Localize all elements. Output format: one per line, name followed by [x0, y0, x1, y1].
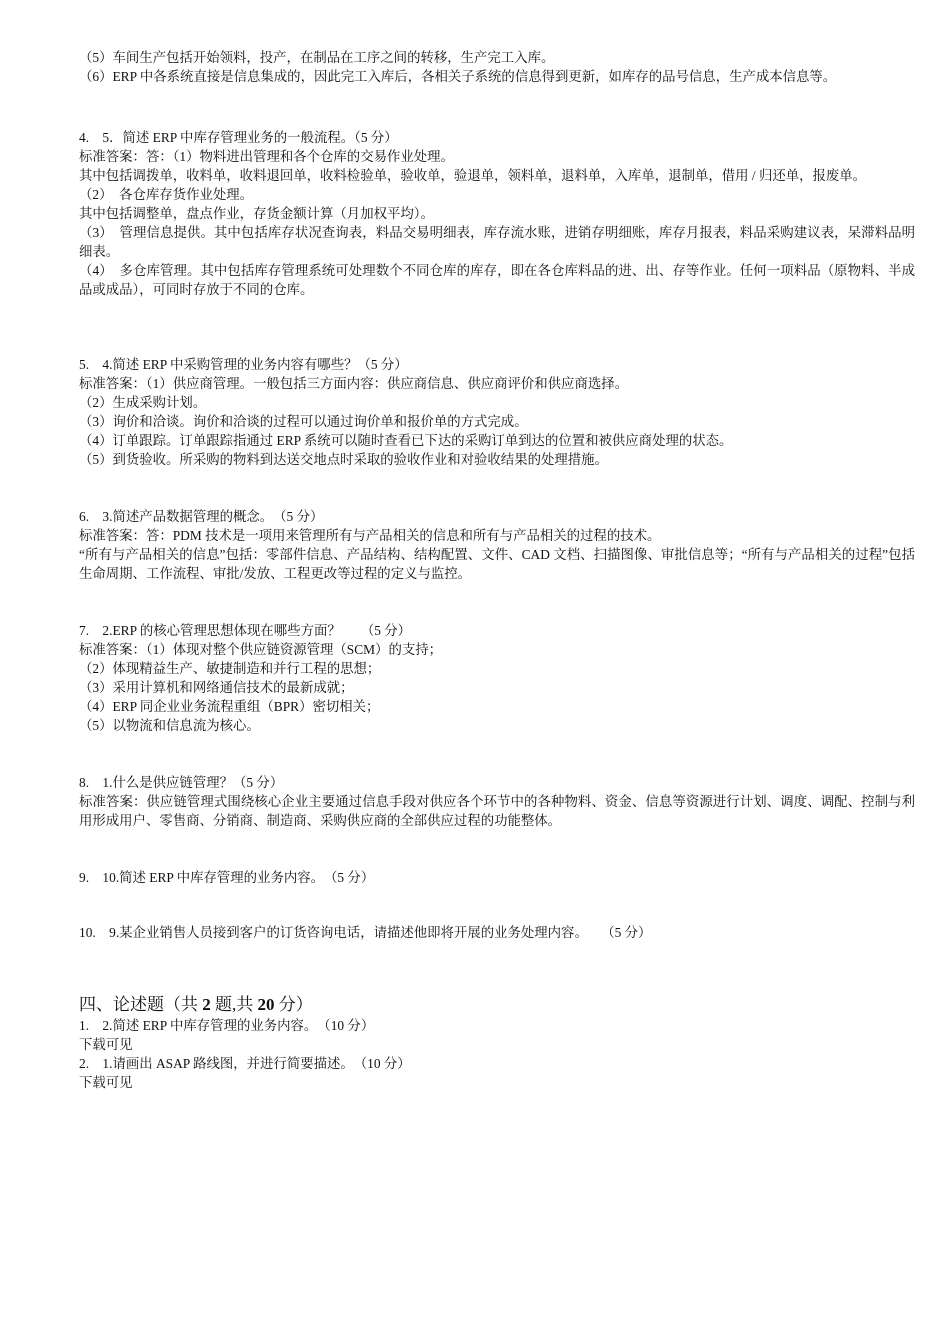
paragraph: （5）车间生产包括开始领料，投产，在制品在工序之间的转移，生产完工入库。: [79, 50, 555, 65]
download-note: 下载可见: [79, 1037, 133, 1052]
question-title: 4. 5．简述 ERP 中库存管理业务的一般流程。（5 分）: [79, 130, 398, 145]
answer-line: （2）体现精益生产、敏捷制造和并行工程的思想；: [79, 661, 381, 676]
answer-line: （3） 管理信息提供。其中包括库存状况查询表，料品交易明细表，库存流水账，进销存明细账，库存月报表，料品采购建议表，呆滞料品明细表。: [79, 225, 915, 259]
answer-line: （2） 各仓库存货作业处理。: [79, 187, 254, 202]
answer-line: （3）采用计算机和网络通信技术的最新成就；: [79, 680, 354, 695]
answer-line: （2）生成采购计划。: [79, 395, 207, 410]
answer-line: （4） 多仓库管理。其中包括库存管理系统可处理数个不同仓库的库存，即在各仓库料品的进、出、存等作业。任何一项料品（原物料、半成品或成品），可同时存放于不同的仓库。: [79, 263, 915, 297]
section-heading-middle: 题,共: [210, 995, 258, 1014]
question-8: [79, 773, 915, 830]
question-5: [79, 355, 915, 469]
question-6: [79, 507, 915, 583]
paragraph: （6）ERP 中各系统直接是信息集成的，因此完工入库后，各相关子系统的信息得到更新，如库存的品号信息，生产成本信息等。: [79, 69, 837, 84]
question-title: 8. 1.什么是供应链管理？（5 分）: [79, 775, 284, 790]
answer-line: 其中包括调整单，盘点作业，存货金额计算（月加权平均）。: [79, 206, 434, 221]
answer-line: （4）ERP 同企业业务流程重组（BPR）密切相关；: [79, 699, 380, 714]
answer-line: （4）订单跟踪。订单跟踪指通过 ERP 系统可以随时查看已下达的采购订单到达的位置和被供应商处理的状态。: [79, 433, 733, 448]
answer-line: 标准答案：（1）体现对整个供应链资源管理（SCM）的支持；: [79, 642, 443, 657]
download-note: 下载可见: [79, 1075, 133, 1090]
answer-line: （3）询价和洽谈。询价和洽谈的过程可以通过询价单和报价单的方式完成。: [79, 414, 528, 429]
answer-line: （5）以物流和信息流为核心。: [79, 718, 260, 733]
section-heading-prefix: 四、论述题（共: [79, 995, 203, 1014]
question-title: 7. 2.ERP 的核心管理思想体现在哪些方面？ （5 分）: [79, 623, 412, 638]
section-heading-score: 20: [257, 995, 275, 1014]
answer-line: 标准答案：答：（1）物料进出管理和各个仓库的交易作业处理。: [79, 149, 454, 164]
document-page: [79, 48, 915, 1092]
question-7: [79, 621, 915, 735]
section-heading: [79, 994, 915, 1016]
answer-line: 标准答案：（1）供应商管理。一般包括三方面内容：供应商信息、供应商评价和供应商选择。: [79, 376, 629, 391]
essay-question-title: 2. 1.请画出 ASAP 路线图，并进行简要描述。 （10 分）: [79, 1056, 411, 1071]
answer-line: 标准答案：答：PDM 技术是一项用来管理所有与产品相关的信息和所有与产品相关的过程的技术。: [79, 528, 661, 543]
question-title: 6. 3.简述产品数据管理的概念。 （5 分）: [79, 509, 324, 524]
question-title: 9. 10.简述 ERP 中库存管理的业务内容。 （5 分）: [79, 870, 375, 885]
answer-line: 其中包括调拨单，收料单，收料退回单，收料检验单，验收单，验退单，领料单，退料单，入库单，退制单，借用 / 归还单，报废单。: [79, 168, 867, 183]
essay-question-title: 1. 2.简述 ERP 中库存管理的业务内容。 （10 分）: [79, 1018, 375, 1033]
question-10: [79, 923, 915, 942]
answer-line: 标准答案：供应链管理式围绕核心企业主要通过信息手段对供应各个环节中的各种物料、资金、信息等资源进行计划、调度、调配、控制与利用形成用户、零售商、分销商、制造商、采购供应商的全部供应过程的功能整体。: [79, 794, 915, 828]
question-title: 10. 9.某企业销售人员接到客户的订货咨询电话，请描述他即将开展的业务处理内容。 （5 分）: [79, 925, 652, 940]
section-heading-count: 2: [202, 995, 211, 1014]
essay-section: [79, 994, 915, 1092]
question-9: [79, 868, 915, 887]
section-heading-suffix: 分）: [274, 995, 313, 1014]
answer-continuation: [79, 48, 915, 86]
question-title: 5. 4.简述 ERP 中采购管理的业务内容有哪些？（5 分）: [79, 357, 408, 372]
question-4: [79, 128, 915, 299]
answer-line: “所有与产品相关的信息”包括：零部件信息、产品结构、结构配置、文件、CAD 文档、扫描图像、审批信息等；“所有与产品相关的过程”包括生命周期、工作流程、审批/发放、工程更改等过程的定义与监控。: [79, 547, 915, 581]
answer-line: （5）到货验收。所采购的物料到达送交地点时采取的验收作业和对验收结果的处理措施。: [79, 452, 608, 467]
